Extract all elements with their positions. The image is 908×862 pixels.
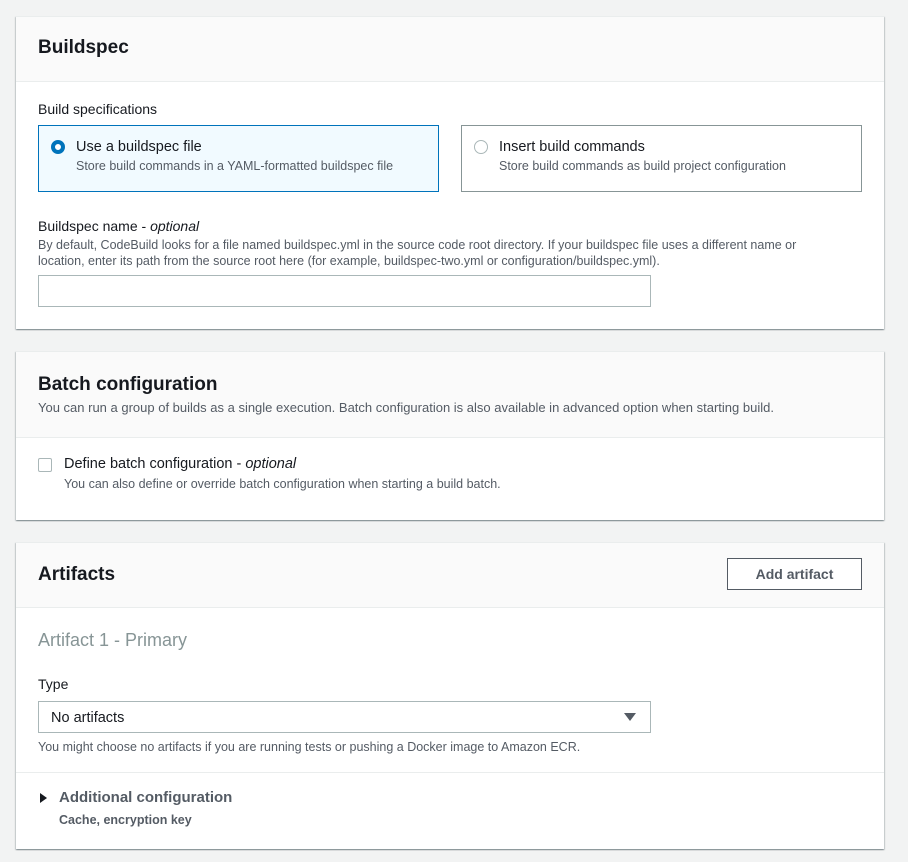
artifacts-title: Artifacts: [38, 564, 116, 585]
radio-selected-icon[interactable]: [51, 140, 65, 154]
batch-configuration-header: [16, 352, 884, 438]
add-artifact-button[interactable]: Add artifact: [727, 558, 862, 590]
buildspec-header: [16, 17, 884, 82]
batch-configuration-title: Batch configuration: [38, 374, 218, 395]
use-buildspec-file-tile[interactable]: [38, 125, 439, 192]
artifact-1-heading: Artifact 1 - Primary: [38, 630, 188, 650]
optional-tag: optional: [150, 218, 200, 234]
type-select-value: No artifacts: [51, 710, 125, 726]
buildspec-name-help-line-1: By default, CodeBuild looks for a file named buildspec.yml in the source code root directory. If your buildspec file uses a different name or: [38, 238, 797, 252]
buildspec-panel: [16, 16, 884, 329]
buildspec-title: Buildspec: [38, 37, 129, 58]
additional-configuration-subtitle: Cache, encryption key: [59, 813, 192, 827]
batch-configuration-description: You can run a group of builds as a single execution. Batch configuration is also available in advanced option when starting build.: [38, 400, 774, 415]
artifacts-panel: [16, 542, 884, 849]
buildspec-name-label: [38, 218, 199, 234]
define-batch-configuration-label-text: Define batch configuration -: [64, 456, 246, 472]
insert-build-commands-title: Insert build commands: [499, 139, 645, 155]
buildspec-name-input[interactable]: [38, 275, 651, 307]
build-specifications-label: Build specifications: [38, 101, 158, 117]
type-help: You might choose no artifacts if you are running tests or pushing a Docker image to Amazon ECR.: [38, 740, 581, 754]
divider: [16, 772, 884, 773]
buildspec-name-label-text: Buildspec name -: [38, 218, 151, 234]
buildspec-name-help: [38, 237, 868, 269]
radio-unselected-icon[interactable]: [474, 140, 488, 154]
type-select[interactable]: [38, 701, 651, 733]
insert-build-commands-description: Store build commands as build project configuration: [499, 159, 786, 173]
use-buildspec-file-title: Use a buildspec file: [76, 139, 202, 155]
caret-right-icon[interactable]: [40, 793, 47, 803]
artifacts-header: [16, 543, 884, 608]
caret-down-icon: [624, 713, 636, 721]
use-buildspec-file-description: Store build commands in a YAML-formatted buildspec file: [76, 159, 394, 173]
define-batch-configuration-label[interactable]: [64, 456, 296, 472]
type-label: Type: [38, 676, 69, 692]
additional-configuration-toggle[interactable]: Additional configuration: [59, 789, 233, 806]
define-batch-configuration-help: You can also define or override batch configuration when starting a build batch.: [64, 477, 501, 491]
insert-build-commands-tile[interactable]: [461, 125, 862, 192]
optional-tag: optional: [245, 456, 297, 472]
define-batch-configuration-checkbox[interactable]: [38, 458, 52, 472]
buildspec-name-help-line-2: location, enter its path from the source root here (for example, buildspec-two.yml or configuration/buildspec.yml).: [38, 254, 660, 268]
batch-configuration-panel: [16, 351, 884, 520]
